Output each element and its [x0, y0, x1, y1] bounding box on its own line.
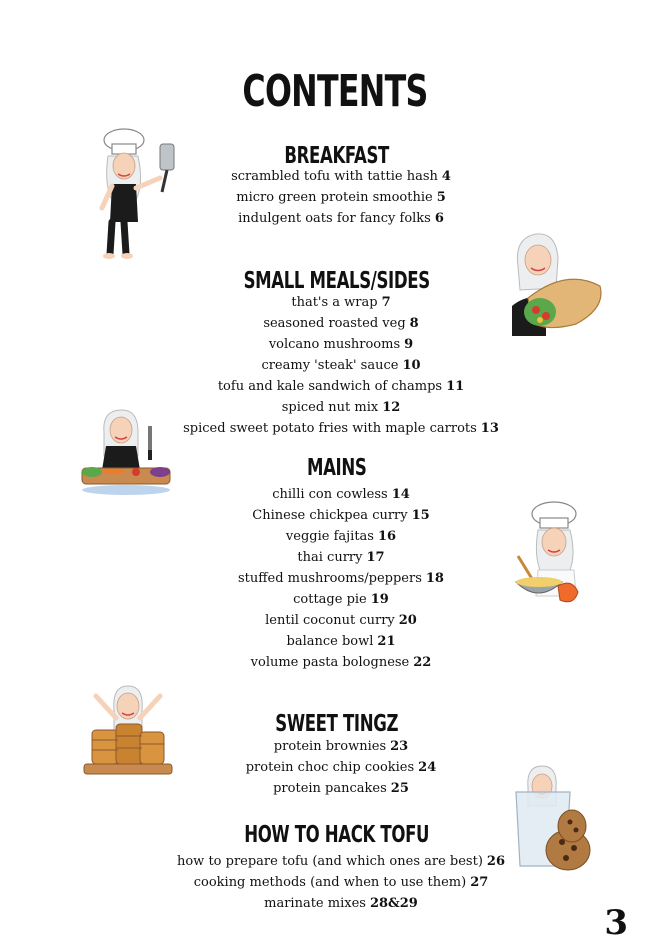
list-item[interactable]: chilli con cowless 14 [272, 487, 410, 502]
page-title: CONTENTS [242, 66, 428, 117]
list-item[interactable]: spiced nut mix 12 [281, 400, 401, 415]
chef-mixing-bowl-illustration [508, 500, 588, 612]
list-item[interactable]: marinate mixes 28&29 [264, 896, 418, 911]
list-item[interactable]: thai curry 17 [297, 550, 385, 565]
list-item[interactable]: veggie fajitas 16 [285, 529, 397, 544]
list-item[interactable]: micro green protein smoothie 5 [236, 190, 446, 205]
page-number: 3 [604, 903, 628, 943]
vegetable-chopping-illustration [76, 406, 176, 498]
section-heading-small-meals-sides: SMALL MEALS/SIDES [243, 268, 430, 294]
list-item[interactable]: seasoned roasted veg 8 [263, 316, 419, 331]
list-item[interactable]: volume pasta bolognese 22 [250, 655, 432, 670]
list-item[interactable]: stuffed mushrooms/peppers 18 [238, 571, 444, 586]
list-item[interactable]: indulgent oats for fancy folks 6 [238, 211, 444, 226]
milk-glass-cookies-illustration [512, 762, 600, 876]
list-item[interactable]: protein choc chip cookies 24 [245, 760, 437, 775]
list-item[interactable]: tofu and kale sandwich of champs 11 [217, 379, 465, 394]
list-item[interactable]: balance bowl 21 [286, 634, 396, 649]
list-item[interactable]: scrambled tofu with tattie hash 4 [231, 169, 451, 184]
list-item[interactable]: that's a wrap 7 [291, 295, 391, 310]
burrito-illustration [506, 228, 606, 336]
list-item[interactable]: Chinese chickpea curry 15 [252, 508, 430, 523]
list-item[interactable]: how to prepare tofu (and which ones are best) 26 [176, 854, 505, 869]
list-item[interactable]: creamy 'steak' sauce 10 [261, 358, 421, 373]
pancake-stack-illustration [78, 682, 178, 778]
chef-with-spatula-illustration [96, 126, 186, 260]
section-heading-mains: MAINS [306, 455, 367, 481]
list-item[interactable]: cooking methods (and when to use them) 27 [193, 875, 489, 890]
section-heading-breakfast: BREAKFAST [284, 143, 389, 169]
list-item[interactable]: volcano mushrooms 9 [268, 337, 414, 352]
list-item[interactable]: cottage pie 19 [293, 592, 389, 607]
list-item[interactable]: protein brownies 23 [273, 739, 409, 754]
section-heading-sweet-tingz: SWEET TINGZ [275, 711, 399, 737]
list-item[interactable]: spiced sweet potato fries with maple carrots 13 [183, 421, 499, 436]
list-item[interactable]: lentil coconut curry 20 [265, 613, 417, 628]
section-heading-how-to-hack-tofu: HOW TO HACK TOFU [244, 822, 430, 848]
list-item[interactable]: protein pancakes 25 [273, 781, 409, 796]
